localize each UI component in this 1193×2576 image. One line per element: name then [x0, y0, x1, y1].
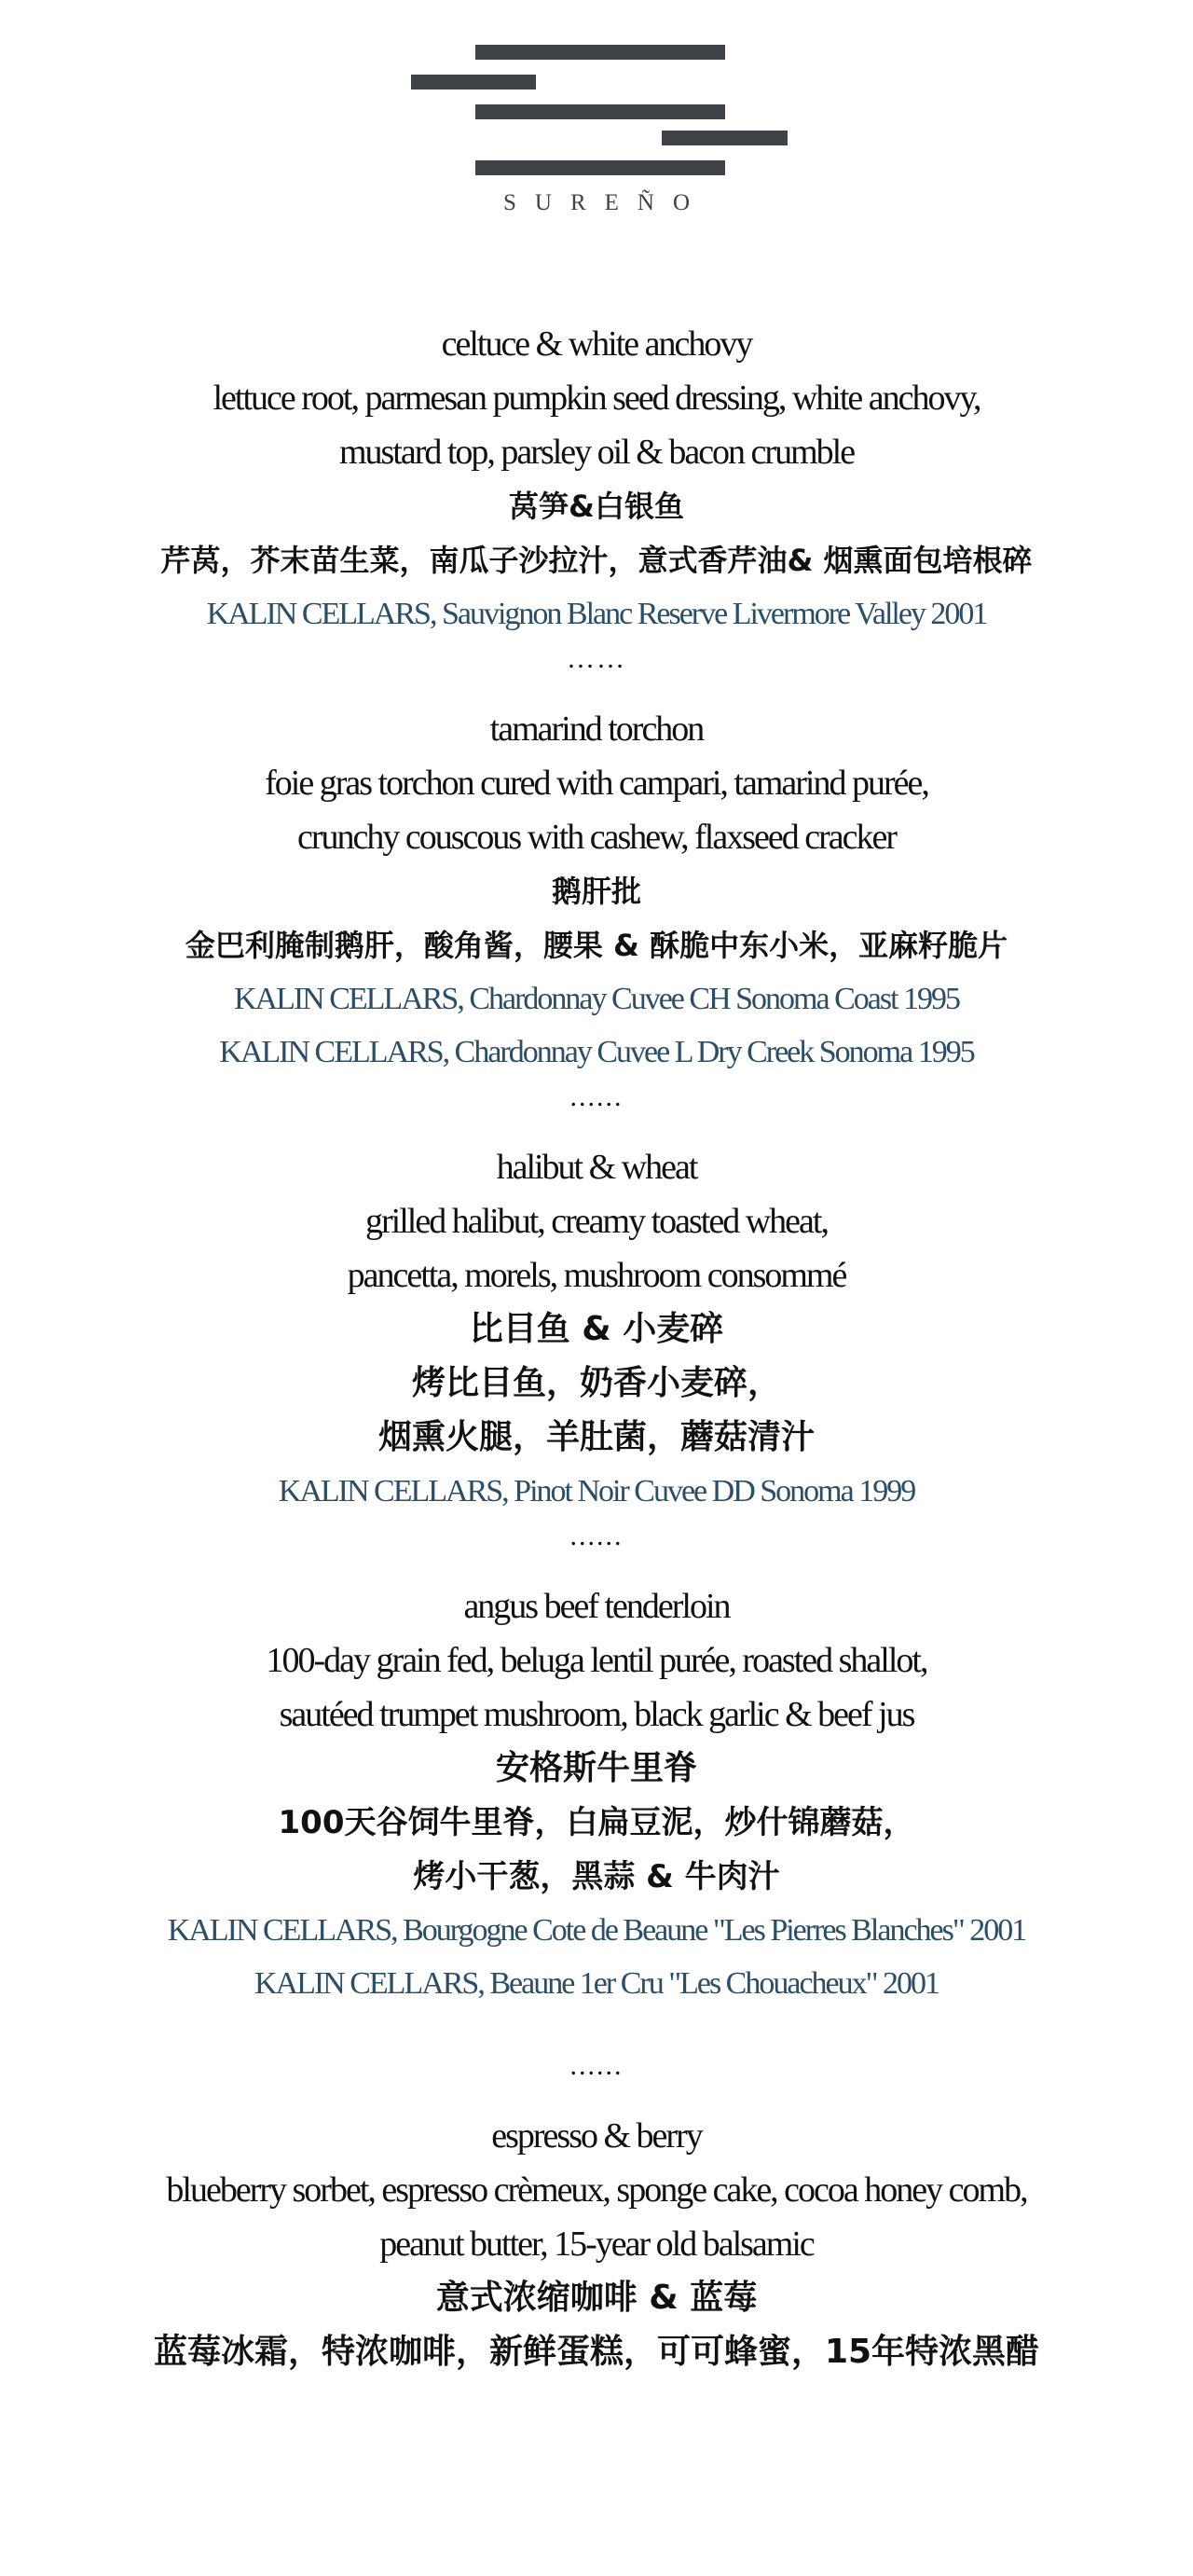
brand-logo	[0, 0, 1193, 233]
course-item	[0, 1140, 1193, 1555]
course-description: 100-day grain fed, beluga lentil purée, roasted shallot,	[266, 1641, 927, 1680]
wine-pairing: KALIN CELLARS, Chardonnay Cuvee CH Sonoma Coast 1995	[233, 982, 960, 1016]
course-separator: ......	[569, 2050, 624, 2081]
course-title-zh: 鹅肝批	[551, 874, 641, 909]
course-title: espresso & berry	[491, 2116, 702, 2156]
course-description-zh: 烟熏火腿，羊肚菌，蘑菇清汁	[377, 1418, 815, 1456]
course-title-zh: 安格斯牛里脊	[495, 1749, 697, 1787]
wine-pairing: KALIN CELLARS, Pinot Noir Cuvee DD Sonoma 1999	[278, 1474, 915, 1508]
menu-list	[0, 317, 1193, 2379]
wine-pairing: KALIN CELLARS, Sauvignon Blanc Reserve Livermore Valley 2001	[206, 597, 987, 631]
wine-pairing: KALIN CELLARS, Chardonnay Cuvee L Dry Creek Sonoma 1995	[219, 1035, 974, 1069]
course-title-zh: 意式浓缩咖啡 & 蓝莓	[435, 2279, 758, 2317]
course-description-zh: 金巴利腌制鹅肝，酸角酱，腰果 & 酥脆中东小米，亚麻籽脆片	[185, 928, 1008, 963]
course-description: crunchy couscous with cashew, flaxseed cracker	[297, 818, 896, 857]
course-item	[0, 317, 1193, 678]
logo-bar	[662, 131, 788, 145]
course-description: pancetta, morels, mushroom consommé	[347, 1256, 846, 1295]
course-description: peanut butter, 15-year old balsamic	[379, 2225, 814, 2264]
course-title: halibut & wheat	[496, 1148, 697, 1187]
course-description-zh: 烤小干葱，黑蒜 & 牛肉汁	[413, 1858, 780, 1895]
course-description-zh: 烤比目鱼，奶香小麦碎，	[411, 1364, 781, 1402]
course-description: blueberry sorbet, espresso crèmeux, sponge cake, cocoa honey comb,	[166, 2170, 1027, 2210]
logo-bar	[475, 45, 725, 60]
course-item	[0, 1579, 1193, 2085]
course-description-zh: 芹莴，芥末苗生菜，南瓜子沙拉汁，意式香芹油& 烟熏面包培根碎	[160, 543, 1033, 578]
course-title-zh: 比目鱼 & 小麦碎	[469, 1310, 724, 1348]
course-separator: ......	[569, 1081, 624, 1112]
logo-bar	[475, 160, 725, 175]
wine-pairing: KALIN CELLARS, Beaune 1er Cru "Les Chouacheux" 2001	[254, 1966, 939, 2001]
course-description-zh: 100天谷饲牛里脊，白扁豆泥，炒什锦蘑菇，	[278, 1804, 915, 1841]
logo-bar	[475, 104, 725, 119]
course-description: lettuce root, parmesan pumpkin seed dressing, white anchovy,	[213, 379, 980, 418]
course-item	[0, 2109, 1193, 2379]
brand-wordmark: SUREÑO	[502, 190, 708, 215]
course-title: angus beef tenderloin	[463, 1587, 730, 1626]
logo-bar	[411, 75, 536, 90]
wine-pairing: KALIN CELLARS, Bourgogne Cote de Beaune "Les Pierres Blanches" 2001	[167, 1913, 1026, 1948]
course-description: mustard top, parsley oil & bacon crumble	[338, 433, 855, 472]
course-description: foie gras torchon cured with campari, tamarind purée,	[265, 764, 928, 803]
course-title: celtuce & white anchovy	[441, 324, 752, 364]
course-description: grilled halibut, creamy toasted wheat,	[365, 1202, 828, 1241]
course-item	[0, 702, 1193, 1116]
course-title: tamarind torchon	[489, 709, 704, 749]
course-title-zh: 莴笋&白银鱼	[509, 489, 684, 524]
course-description: sautéed trumpet mushroom, black garlic & beef jus	[279, 1695, 914, 1734]
course-separator: ......	[569, 1521, 624, 1551]
course-separator: ……	[567, 643, 626, 674]
course-description-zh: 蓝莓冰霜，特浓咖啡，新鲜蛋糕，可可蜂蜜，15年特浓黑醋	[153, 2333, 1040, 2371]
